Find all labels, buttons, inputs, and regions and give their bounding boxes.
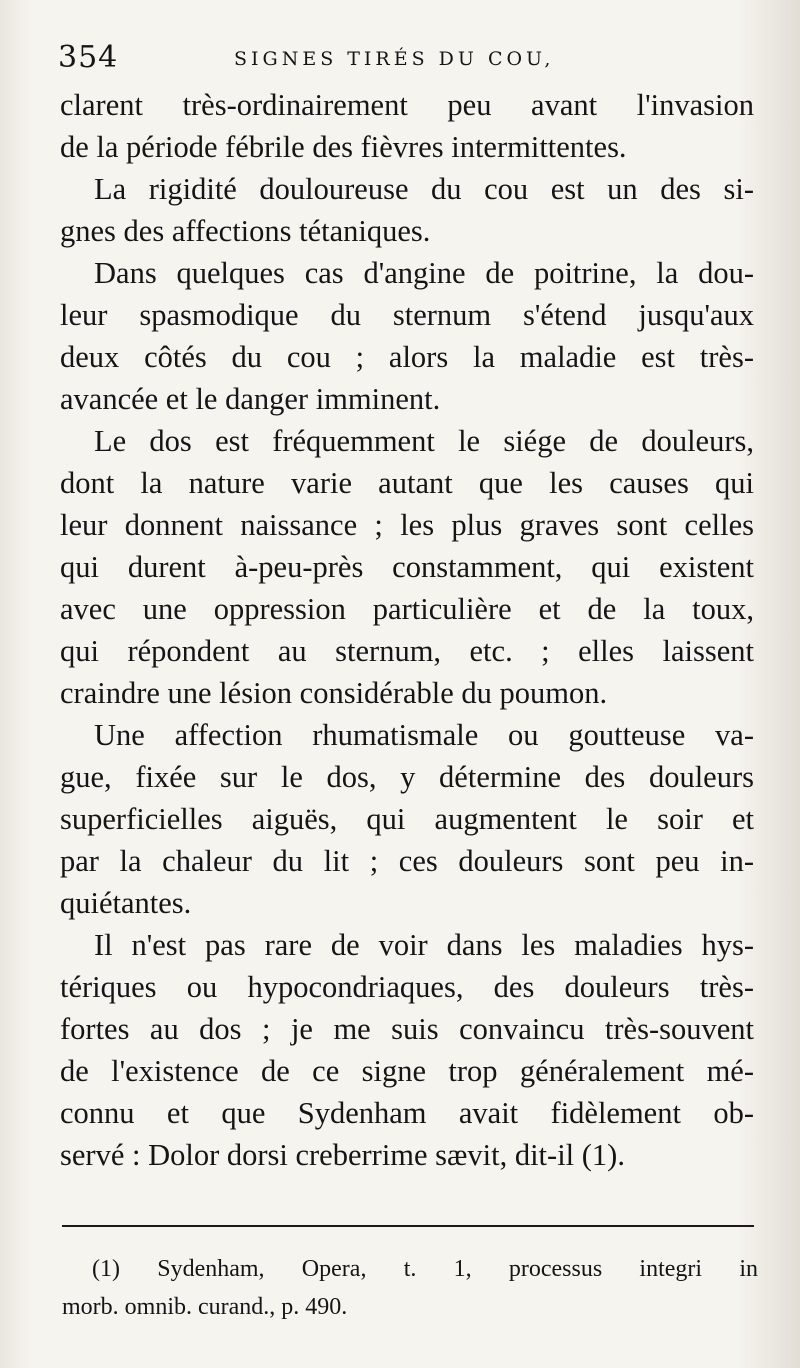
body-text — [60, 84, 754, 1176]
text-line: avec une oppression particulière et de la toux, — [60, 592, 754, 626]
text-line: fortes au dos ; je me suis convaincu très-souvent — [60, 1012, 754, 1046]
text-line: connu et que Sydenham avait fidèlement ob- — [60, 1096, 754, 1130]
running-title: SIGNES TIRÉS DU COU, — [234, 48, 555, 70]
text-line: qui répondent au sternum, etc. ; elles laissent — [60, 634, 754, 668]
text-line: leur spasmodique du sternum s'étend jusqu'aux — [60, 298, 754, 332]
text-line: avancée et le danger imminent. — [60, 382, 441, 416]
footnote-line: (1) Sydenham, Opera, t. 1, processus integri in — [92, 1256, 758, 1282]
text-line: gnes des affections tétaniques. — [60, 214, 431, 248]
footnote-rule — [62, 1225, 754, 1227]
text-line: craindre une lésion considérable du poumon. — [60, 676, 608, 710]
text-line: Une affection rhumatismale ou goutteuse va- — [94, 718, 754, 752]
text-line: clarent très-ordinairement peu avant l'invasion — [60, 88, 754, 122]
text-line: qui durent à-peu-près constamment, qui existent — [60, 550, 754, 584]
footnote — [62, 1250, 758, 1326]
text-line: quiétantes. — [60, 886, 192, 920]
text-line: Le dos est fréquemment le siége de douleurs, — [94, 424, 754, 458]
text-line: de l'existence de ce signe trop généralement mé- — [60, 1054, 754, 1088]
text-line: servé : Dolor dorsi creberrime sævit, dit-il (1). — [60, 1138, 625, 1172]
text-line: dont la nature varie autant que les causes qui — [60, 466, 754, 500]
text-line: deux côtés du cou ; alors la maladie est très- — [60, 340, 754, 374]
page-number: 354 — [58, 40, 119, 75]
text-line: leur donnent naissance ; les plus graves sont celles — [60, 508, 754, 542]
text-line: gue, fixée sur le dos, y détermine des douleurs — [60, 760, 754, 794]
text-line: Dans quelques cas d'angine de poitrine, la dou- — [94, 256, 754, 290]
text-line: Il n'est pas rare de voir dans les maladies hys- — [94, 928, 754, 962]
page-header — [58, 40, 758, 84]
text-line: superficielles aiguës, qui augmentent le soir et — [60, 802, 754, 836]
text-line: par la chaleur du lit ; ces douleurs sont peu in- — [60, 844, 754, 878]
text-line: La rigidité douloureuse du cou est un des si- — [94, 172, 754, 206]
footnote-line: morb. omnib. curand., p. 490. — [62, 1294, 348, 1320]
text-line: de la période fébrile des fièvres intermittentes. — [60, 130, 627, 164]
text-line: tériques ou hypocondriaques, des douleurs très- — [60, 970, 754, 1004]
